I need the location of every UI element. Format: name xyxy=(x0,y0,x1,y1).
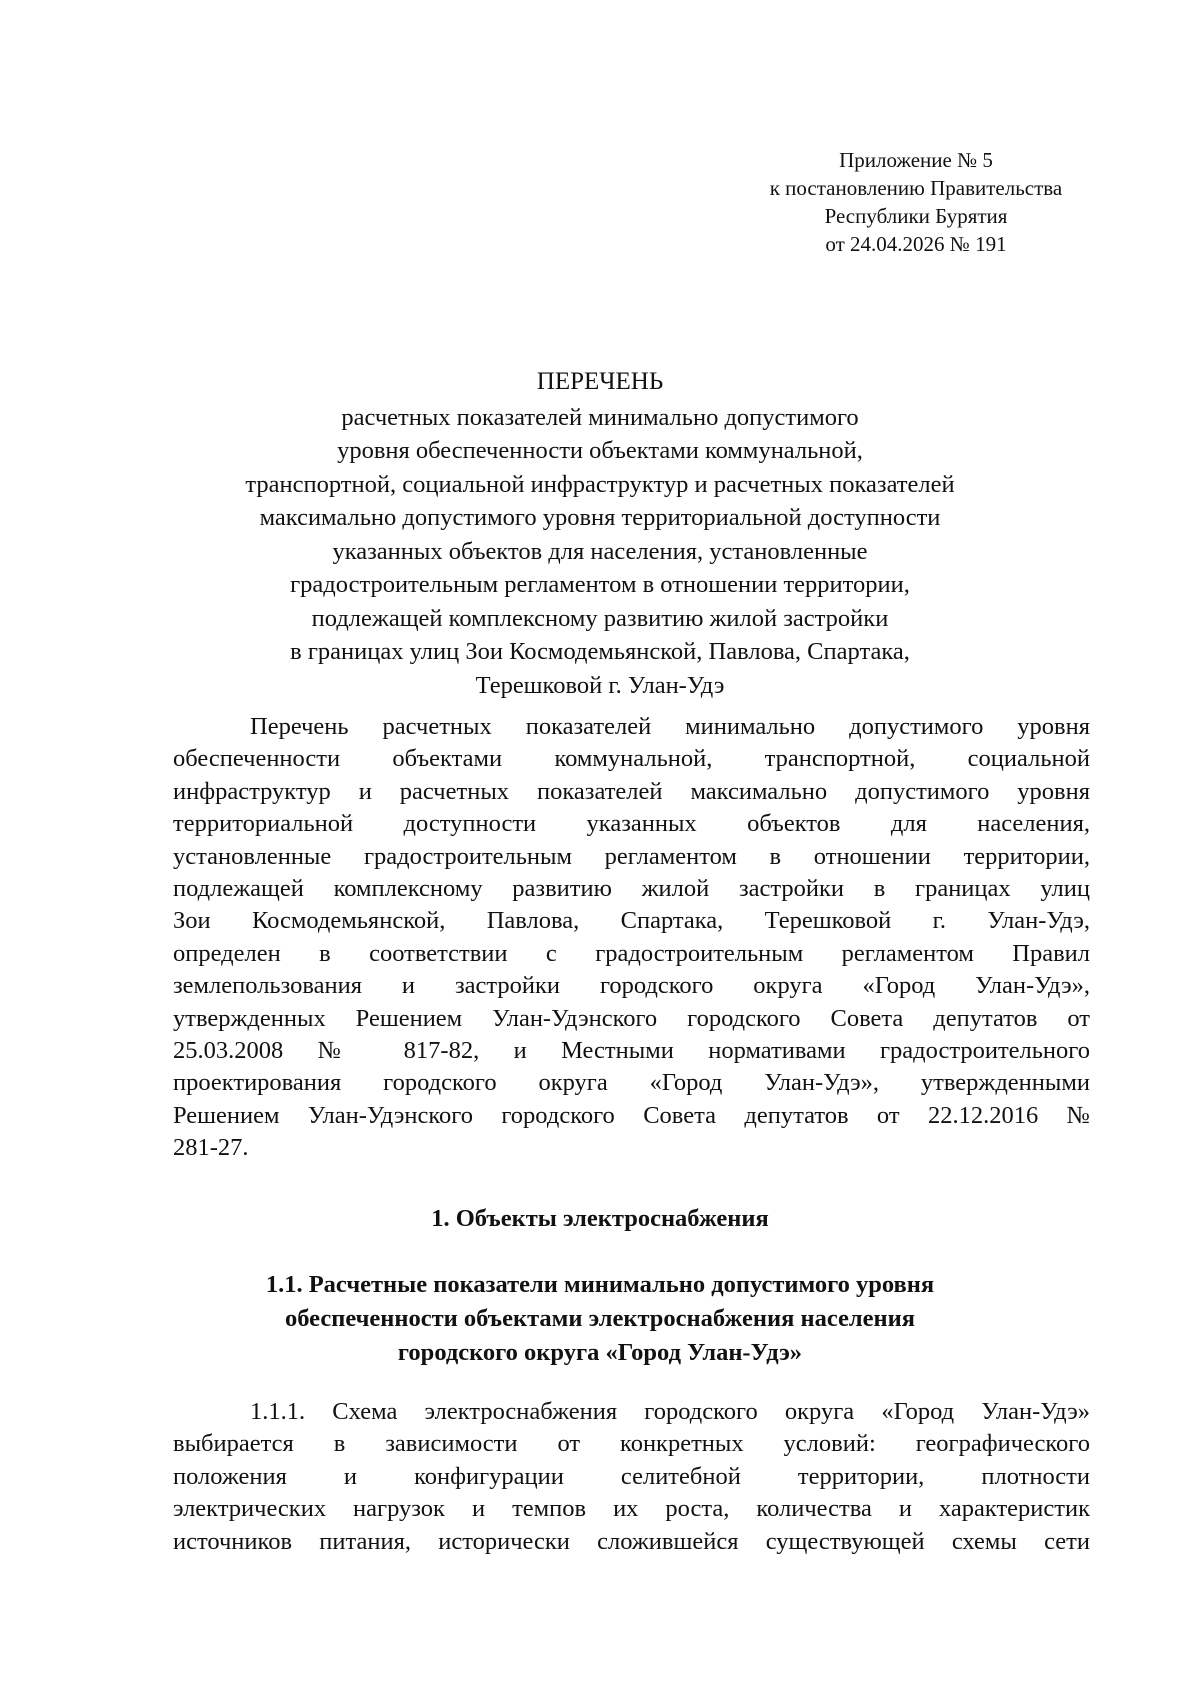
title-line: градостроительным регламентом в отношении территории, xyxy=(290,571,910,598)
section-heading-text: 1. Объекты электроснабжения xyxy=(431,1205,769,1232)
paragraph-line: 25.03.2008 № 817-82, и Местными нормативами градостроительного xyxy=(173,1036,1090,1064)
paragraph-line: положения и конфигурации селитебной территории, плотности xyxy=(173,1462,1090,1490)
section-heading-line: обеспеченности объектами электроснабжения населения xyxy=(284,1305,916,1332)
paragraph-line: утвержденных Решением Улан-Удэнского городского Совета депутатов от xyxy=(173,1004,1090,1032)
title-line: транспортной, социальной инфраструктур и расчетных показателей xyxy=(245,470,955,498)
title-line: Терешковой г. Улан-Удэ xyxy=(475,671,725,699)
title-line: расчетных показателей минимально допустимого xyxy=(341,403,859,431)
appendix-republic: Республики Бурятия xyxy=(824,204,1008,228)
paragraph-line: территориальной доступности указанных объектов для населения, xyxy=(173,810,1090,838)
paragraph-line: подлежащей комплексному развитию жилой застройки в границах улиц xyxy=(173,874,1090,902)
section-heading-line: 1.1. Расчетные показатели минимально допустимого уровня xyxy=(265,1271,935,1298)
clause-1-1-1-paragraph xyxy=(173,1396,1090,1558)
paragraph-line: 281-27. xyxy=(173,1134,249,1162)
paragraph-line: Зои Космодемьянской, Павлова, Спартака, Терешковой г. Улан-Удэ, xyxy=(173,907,1090,935)
section-heading-line: городского округа «Город Улан-Удэ» xyxy=(397,1339,803,1366)
title-line: максимально допустимого уровня территориальной доступности xyxy=(259,504,941,531)
title-line: подлежащей комплексному развитию жилой застройки xyxy=(311,604,889,632)
paragraph-line: установленные градостроительным регламентом в отношении территории, xyxy=(173,842,1090,870)
document-title xyxy=(180,365,1020,702)
appendix-resolution-ref: к постановлению Правительства xyxy=(769,176,1063,200)
paragraph-line: электрических нагрузок и темпов их роста, количества и характеристик xyxy=(173,1495,1090,1523)
section-heading-1 xyxy=(180,1202,1020,1236)
section-heading-1-1 xyxy=(180,1268,1020,1370)
title-heading: ПЕРЕЧЕНЬ xyxy=(536,368,664,395)
appendix-date-number: от 24.04.2026 № 191 xyxy=(825,232,1007,256)
appendix-number: Приложение № 5 xyxy=(839,148,993,172)
paragraph-line: выбирается в зависимости от конкретных условий: географического xyxy=(173,1430,1090,1458)
intro-paragraph xyxy=(173,711,1090,1164)
paragraph-line: инфраструктур и расчетных показателей максимально допустимого уровня xyxy=(173,777,1090,805)
title-line: указанных объектов для населения, установленные xyxy=(332,537,868,565)
paragraph-line: проектирования городского округа «Город Улан-Удэ», утвержденными xyxy=(173,1069,1090,1097)
paragraph-line: обеспеченности объектами коммунальной, транспортной, социальной xyxy=(173,745,1090,773)
paragraph-line: 1.1.1. Схема электроснабжения городского округа «Город Улан-Удэ» xyxy=(250,1398,1090,1425)
title-line: в границах улиц Зои Космодемьянской, Павлова, Спартака, xyxy=(290,638,910,665)
title-line: уровня обеспеченности объектами коммунальной, xyxy=(337,437,863,464)
paragraph-line: определен в соответствии с градостроительным регламентом Правил xyxy=(173,939,1090,967)
paragraph-line: землепользования и застройки городского округа «Город Улан-Удэ», xyxy=(173,972,1090,1000)
paragraph-line: источников питания, исторически сложившейся существующей схемы сети xyxy=(173,1527,1090,1555)
paragraph-line: Перечень расчетных показателей минимально допустимого уровня xyxy=(250,713,1090,740)
appendix-header xyxy=(736,146,1096,258)
paragraph-line: Решением Улан-Удэнского городского Совета депутатов от 22.12.2016 № xyxy=(173,1101,1090,1129)
